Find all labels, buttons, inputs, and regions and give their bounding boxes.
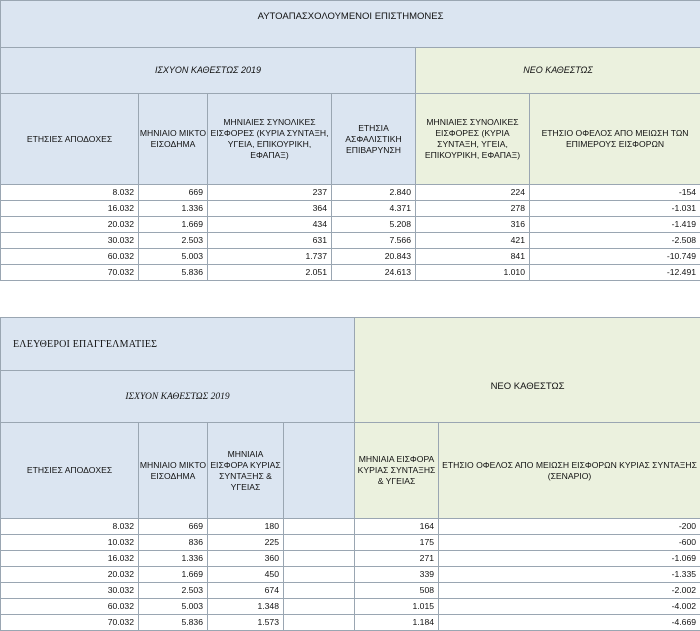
header-monthly-contributions-old: ΜΗΝΙΑΙΕΣ ΣΥΝΟΛΙΚΕΣ ΕΙΣΦΟΡΕΣ (ΚΥΡΙΑ ΣΥΝΤΑΞΗ, ΥΓΕΙΑ, ΕΠΙΚΟΥΡΙΚΗ, ΕΦΑΠΑΞ) <box>208 94 332 185</box>
table-row <box>1 185 700 201</box>
header-monthly-income: ΜΗΝΙΑΙΟ ΜΙΚΤΟ ΕΙΣΟΔΗΜΑ <box>139 94 208 185</box>
header-annual-earnings: ΕΤΗΣΙΕΣ ΑΠΟΔΟΧΕΣ <box>1 94 139 185</box>
cell: 180 <box>208 519 284 535</box>
cell: 841 <box>416 249 530 265</box>
header-monthly-contributions-new: ΜΗΝΙΑΙΕΣ ΣΥΝΟΛΙΚΕΣ ΕΙΣΦΟΡΕΣ (ΚΥΡΙΑ ΣΥΝΤΑΞΗ, ΥΓΕΙΑ, ΕΠΙΚΟΥΡΙΚΗ, ΕΦΑΠΑΞ) <box>416 94 530 185</box>
table-row <box>1 217 700 233</box>
cell: 30.032 <box>1 233 139 249</box>
cell: 24.613 <box>332 265 416 281</box>
cell: -1.335 <box>439 567 700 583</box>
cell-empty <box>284 519 355 535</box>
table-row <box>1 583 700 599</box>
cell: 1.336 <box>139 551 208 567</box>
table1-new-regime-cell <box>416 48 700 94</box>
table1-current-regime-cell <box>1 48 416 94</box>
cell: 7.566 <box>332 233 416 249</box>
table2-title-cell <box>1 318 355 371</box>
table2-current-regime-cell <box>1 371 355 423</box>
cell: 316 <box>416 217 530 233</box>
header-annual-earnings: ΕΤΗΣΙΕΣ ΑΠΟΔΟΧΕΣ <box>1 423 139 519</box>
cell: 1.669 <box>139 567 208 583</box>
cell: -12.491 <box>530 265 700 281</box>
cell: 278 <box>416 201 530 217</box>
cell: 60.032 <box>1 249 139 265</box>
cell: 8.032 <box>1 519 139 535</box>
cell: 421 <box>416 233 530 249</box>
table-row <box>1 567 700 583</box>
cell-empty <box>284 583 355 599</box>
table2-title-spacer <box>355 318 700 371</box>
cell: 16.032 <box>1 201 139 217</box>
table-row <box>1 249 700 265</box>
table2-title: ΕΛΕΥΘΕΡΟΙ ΕΠΑΓΓΕΛΜΑΤΙΕΣ <box>13 339 157 350</box>
table-row <box>1 551 700 567</box>
cell: 164 <box>355 519 439 535</box>
cell: 271 <box>355 551 439 567</box>
cell: -4.669 <box>439 615 700 631</box>
cell: 60.032 <box>1 599 139 615</box>
table1-title-cell <box>1 1 700 48</box>
table-self-employed-scientists <box>0 0 700 281</box>
cell: -2.508 <box>530 233 700 249</box>
cell: 1.010 <box>416 265 530 281</box>
cell: 5.836 <box>139 615 208 631</box>
cell-empty <box>284 551 355 567</box>
cell: -154 <box>530 185 700 201</box>
cell: 674 <box>208 583 284 599</box>
cell: 339 <box>355 567 439 583</box>
table1-title: ΑΥΤΟΑΠΑΣΧΟΛΟΥΜΕΝΟΙ ΕΠΙΣΤΗΜΟΝΕΣ <box>258 11 444 22</box>
cell: 836 <box>139 535 208 551</box>
cell: -200 <box>439 519 700 535</box>
cell: -1.069 <box>439 551 700 567</box>
header-annual-burden: ΕΤΗΣΙΑ ΑΣΦΑΛΙΣΤΙΚΗ ΕΠΙΒΑΡΥΝΣΗ <box>332 94 416 185</box>
cell: 10.032 <box>1 535 139 551</box>
cell: 175 <box>355 535 439 551</box>
cell: 70.032 <box>1 615 139 631</box>
table2-new-regime-cell <box>355 371 700 423</box>
table2-current-regime: ΙΣΧΥΟΝ ΚΑΘΕΣΤΩΣ 2019 <box>125 392 229 402</box>
cell: 5.003 <box>139 599 208 615</box>
table1-current-regime: ΙΣΧΥΟΝ ΚΑΘΕΣΤΩΣ 2019 <box>155 65 261 75</box>
cell-empty <box>284 599 355 615</box>
table-freelancers <box>0 317 700 631</box>
cell: 1.573 <box>208 615 284 631</box>
table-row <box>1 233 700 249</box>
cell: 2.503 <box>139 583 208 599</box>
cell: 360 <box>208 551 284 567</box>
cell: 225 <box>208 535 284 551</box>
cell: 508 <box>355 583 439 599</box>
header-annual-benefit: ΕΤΗΣΙΟ ΟΦΕΛΟΣ ΑΠΟ ΜΕΙΩΣΗ ΕΙΣΦΟΡΩΝ ΚΥΡΙΑΣ ΣΥΝΤΑΞΗΣ (ΣΕΝΑΡΙΟ) <box>439 423 700 519</box>
cell: 2.840 <box>332 185 416 201</box>
cell: 450 <box>208 567 284 583</box>
header-monthly-income: ΜΗΝΙΑΙΟ ΜΙΚΤΟ ΕΙΣΟΔΗΜΑ <box>139 423 208 519</box>
cell: -1.031 <box>530 201 700 217</box>
header-monthly-contribution-new: ΜΗΝΙΑΙΑ ΕΙΣΦΟΡΑ ΚΥΡΙΑΣ ΣΥΝΤΑΞΗΣ & ΥΓΕΙΑΣ <box>355 423 439 519</box>
cell: 5.208 <box>332 217 416 233</box>
table-row <box>1 615 700 631</box>
cell: 16.032 <box>1 551 139 567</box>
cell: 1.348 <box>208 599 284 615</box>
cell: 631 <box>208 233 332 249</box>
cell-empty <box>284 615 355 631</box>
cell: 5.836 <box>139 265 208 281</box>
cell: 20.843 <box>332 249 416 265</box>
cell: 2.503 <box>139 233 208 249</box>
header-annual-benefit: ΕΤΗΣΙΟ ΟΦΕΛΟΣ ΑΠΟ ΜΕΙΩΣΗ ΤΩΝ ΕΠΙΜΕΡΟΥΣ ΕΙΣΦΟΡΩΝ <box>530 94 700 185</box>
cell: 2.051 <box>208 265 332 281</box>
cell: -600 <box>439 535 700 551</box>
cell: 434 <box>208 217 332 233</box>
cell: -2.002 <box>439 583 700 599</box>
cell: -1.419 <box>530 217 700 233</box>
cell-empty <box>284 535 355 551</box>
cell: 30.032 <box>1 583 139 599</box>
cell: 20.032 <box>1 567 139 583</box>
table-row <box>1 201 700 217</box>
cell: 1.184 <box>355 615 439 631</box>
cell: 669 <box>139 519 208 535</box>
cell: 1.015 <box>355 599 439 615</box>
cell: 20.032 <box>1 217 139 233</box>
cell: 237 <box>208 185 332 201</box>
table-row <box>1 599 700 615</box>
cell: 4.371 <box>332 201 416 217</box>
cell: 224 <box>416 185 530 201</box>
table2-new-regime: ΝΕΟ ΚΑΘΕΣΤΩΣ <box>491 381 565 392</box>
table-row <box>1 265 700 281</box>
cell: 1.737 <box>208 249 332 265</box>
cell-empty <box>284 567 355 583</box>
cell: 70.032 <box>1 265 139 281</box>
header-empty <box>284 423 355 519</box>
cell: -4.002 <box>439 599 700 615</box>
cell: 5.003 <box>139 249 208 265</box>
table1-new-regime: ΝΕΟ ΚΑΘΕΣΤΩΣ <box>523 65 593 75</box>
table-row <box>1 519 700 535</box>
cell: -10.749 <box>530 249 700 265</box>
cell: 1.336 <box>139 201 208 217</box>
cell: 364 <box>208 201 332 217</box>
cell: 669 <box>139 185 208 201</box>
table-row <box>1 535 700 551</box>
cell: 1.669 <box>139 217 208 233</box>
cell: 8.032 <box>1 185 139 201</box>
header-monthly-contribution-old: ΜΗΝΙΑΙΑ ΕΙΣΦΟΡΑ ΚΥΡΙΑΣ ΣΥΝΤΑΞΗΣ & ΥΓΕΙΑΣ <box>208 423 284 519</box>
